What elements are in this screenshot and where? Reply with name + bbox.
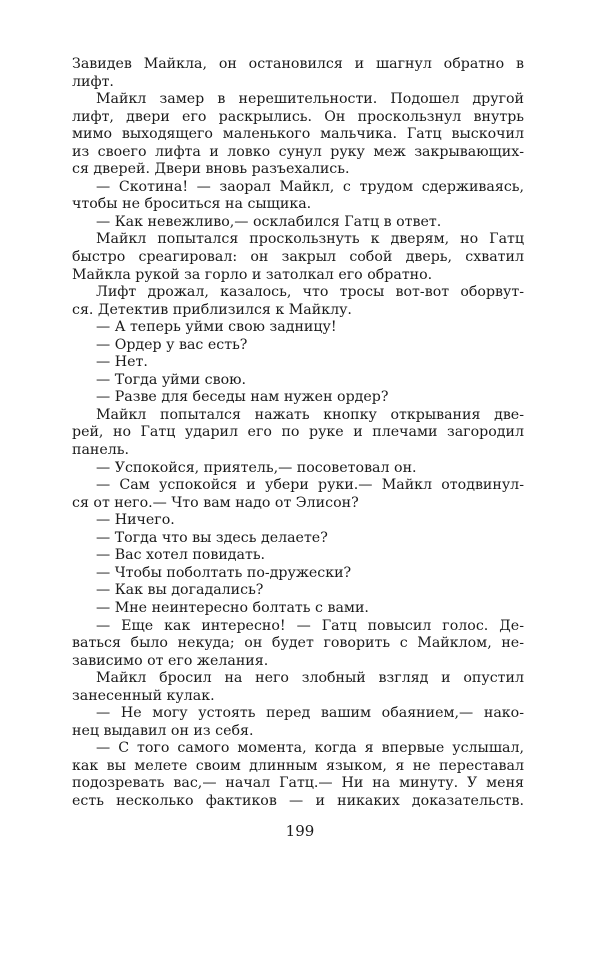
text-line: — Мне неинтересно болтать с вами. — [96, 599, 369, 616]
text-line: — Не могу устоять перед вашим обаянием,— нако- — [96, 705, 524, 722]
text-line: — Разве для беседы нам нужен ордер? — [96, 389, 389, 406]
text-line: Майкл попытался проскользнуть к дверям, но Гатц — [96, 231, 524, 248]
text-line: ся от него.— Что вам надо от Элисон? — [72, 494, 359, 511]
text-line: ся. Детектив приблизился к Майклу. — [72, 301, 352, 318]
text-line: быстро среагировал: он закрыл собой дверь, схватил — [72, 249, 524, 266]
text-line: подозревать вас,— начал Гатц.— Ни на минуту. У меня — [72, 775, 524, 792]
text-line: мимо выходящего маленького мальчика. Гатц выскочил — [72, 126, 524, 143]
page-text — [72, 56, 524, 811]
text-line: рей, но Гатц ударил его по руке и плечами загородил — [72, 424, 524, 441]
text-line: — Тогда уйми свою. — [96, 371, 246, 388]
text-line: как вы мелете своим длинным языком, я не переставал — [72, 757, 524, 774]
text-line: есть несколько фактиков — и никаких доказательств. — [72, 792, 524, 809]
text-line: Майкл бросил на него злобный взгляд и опустил — [96, 670, 524, 687]
text-line: — Вас хотел повидать. — [96, 547, 266, 564]
text-line: Майкл попытался нажать кнопку открывания две- — [96, 406, 524, 423]
text-line: из своего лифта и ловко сунул руку меж закрывающих- — [72, 143, 524, 160]
text-line: — Ничего. — [96, 512, 175, 529]
text-line: панель. — [72, 442, 130, 459]
page-number: 199 — [285, 822, 315, 840]
text-line: лифт, двери его раскрылись. Он проскользнул внутрь — [72, 108, 524, 125]
text-line: — Как вы догадались? — [96, 582, 264, 599]
text-line: — Тогда что вы здесь делаете? — [96, 529, 328, 546]
text-line: — Ордер у вас есть? — [96, 336, 248, 353]
text-line: — Чтобы поболтать по-дружески? — [96, 564, 352, 581]
text-line: — Нет. — [96, 354, 148, 371]
text-line: лифт. — [72, 73, 114, 90]
text-line: — Успокойся, приятель,— посоветовал он. — [96, 459, 417, 476]
text-line: — С того самого момента, когда я впервые услышал, — [96, 740, 524, 757]
text-line: ваться было некуда; он будет говорить с Майклом, не- — [72, 635, 524, 652]
text-line: Завидев Майкла, он остановился и шагнул обратно в — [72, 56, 524, 72]
text-line: — А теперь уйми свою задницу! — [96, 319, 337, 336]
text-line: — Как невежливо,— осклабился Гатц в ответ. — [96, 213, 442, 230]
text-line: Лифт дрожал, казалось, что тросы вот-вот оборвут- — [96, 284, 524, 301]
text-line: зависимо от его желания. — [72, 652, 269, 669]
text-line: — Еще как интересно! — Гатц повысил голос. Де- — [96, 617, 524, 634]
text-line: Майкла рукой за горло и затолкал его обратно. — [72, 266, 433, 283]
text-line: занесенный кулак. — [72, 687, 215, 704]
text-line: нец выдавил он из себя. — [72, 722, 254, 739]
text-line: чтобы не броситься на сыщика. — [72, 196, 312, 213]
text-line: ся дверей. Двери вновь разъехались. — [72, 161, 350, 178]
text-line: — Сам успокойся и убери руки.— Майкл отодвинул- — [96, 477, 524, 494]
text-line: — Скотина! — заорал Майкл, с трудом сдерживаясь, — [96, 178, 524, 195]
text-line: Майкл замер в нерешительности. Подошел другой — [96, 91, 524, 108]
